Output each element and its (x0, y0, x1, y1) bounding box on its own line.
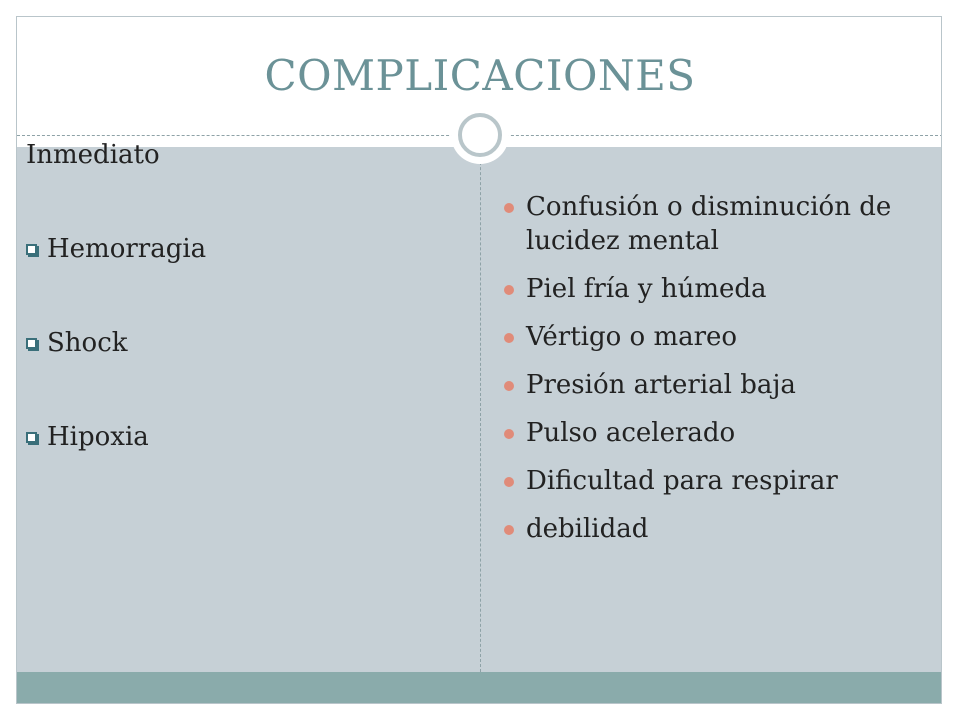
left-item-label: Hemorragia (47, 234, 207, 264)
right-list-item (496, 368, 916, 402)
round-bullet-icon (504, 333, 514, 343)
left-list-item (26, 328, 128, 358)
square-bullet-icon (26, 338, 37, 349)
right-list-item (496, 272, 916, 306)
right-list-item (496, 190, 916, 258)
right-bullet-list (496, 190, 916, 560)
round-bullet-icon (504, 203, 514, 213)
round-bullet-icon (504, 477, 514, 487)
right-list-item (496, 464, 916, 498)
right-item-label: Piel fría y húmeda (526, 274, 767, 304)
round-bullet-icon (504, 525, 514, 535)
right-item-label: Presión arterial baja (526, 370, 796, 400)
footer-bar (17, 672, 942, 704)
square-bullet-icon (26, 244, 37, 255)
left-list-item (26, 422, 149, 452)
right-list-item (496, 416, 916, 450)
right-item-label: Confusión o disminución de lucidez mental (526, 192, 892, 256)
left-item-label: Hipoxia (47, 422, 149, 452)
right-item-label: Vértigo o mareo (526, 322, 738, 352)
column-divider (480, 147, 481, 672)
round-bullet-icon (504, 381, 514, 391)
round-bullet-icon (504, 429, 514, 439)
circle-ornament-ring (458, 113, 502, 157)
right-list-item (496, 320, 916, 354)
right-item-label: Dificultad para respirar (526, 466, 838, 496)
round-bullet-icon (504, 285, 514, 295)
right-item-label: debilidad (526, 514, 649, 544)
left-item-label: Shock (47, 328, 128, 358)
slide-title: COMPLICACIONES (264, 51, 696, 100)
left-heading: Inmediato (26, 140, 160, 170)
right-item-label: Pulso acelerado (526, 418, 736, 448)
left-list-item (26, 234, 206, 264)
right-list-item (496, 512, 916, 546)
square-bullet-icon (26, 432, 37, 443)
